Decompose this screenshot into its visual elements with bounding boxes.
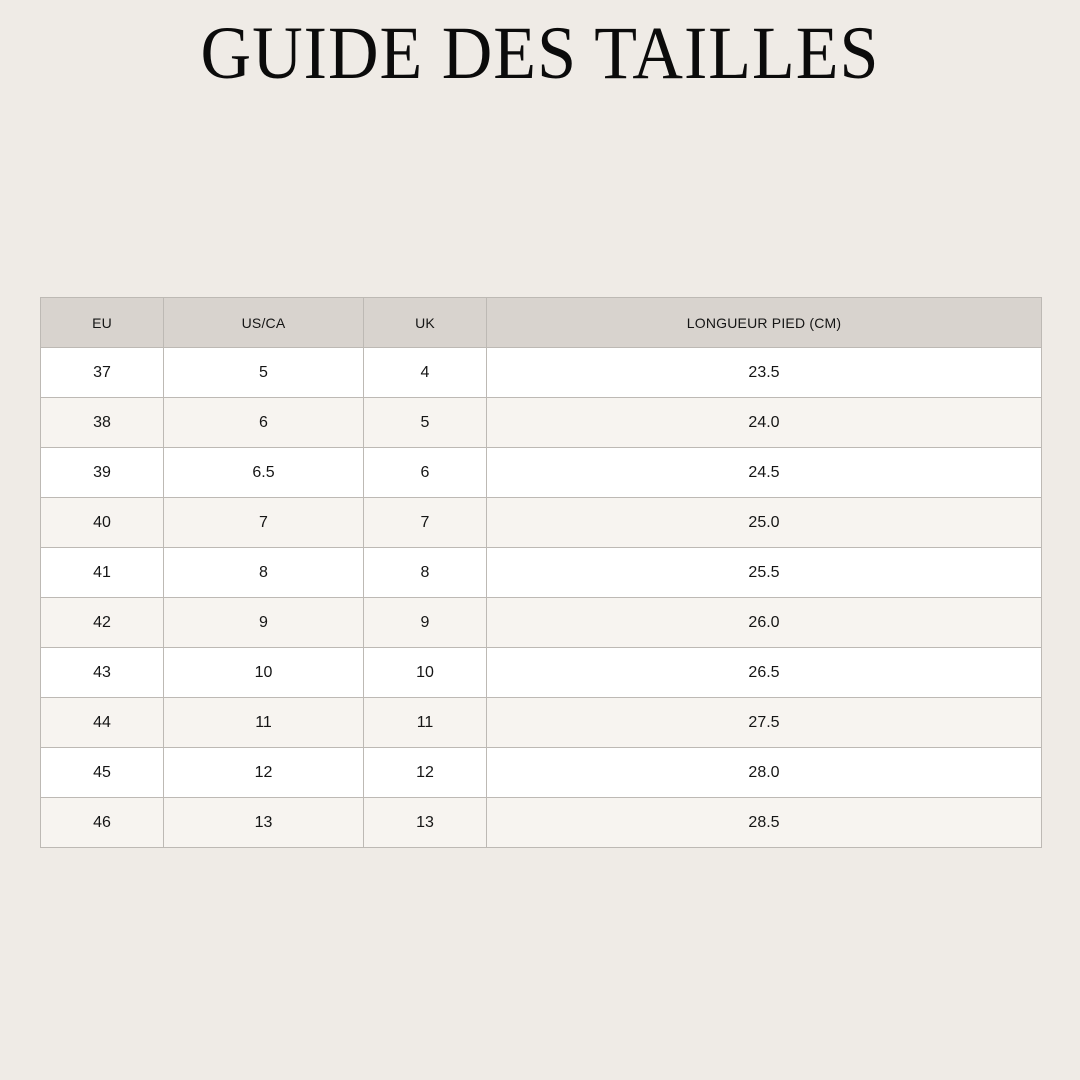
cell-uk: 8 <box>364 548 487 598</box>
cell-uk: 5 <box>364 398 487 448</box>
column-header-foot-length: LONGUEUR PIED (CM) <box>487 298 1042 348</box>
cell-us-ca: 6.5 <box>164 448 364 498</box>
cell-eu: 41 <box>41 548 164 598</box>
page-title: GUIDE DES TAILLES <box>200 11 880 96</box>
cell-foot-length: 25.0 <box>487 498 1042 548</box>
cell-uk: 12 <box>364 748 487 798</box>
table-row <box>41 748 1042 798</box>
table-row <box>41 648 1042 698</box>
cell-foot-length: 24.0 <box>487 398 1042 448</box>
cell-us-ca: 8 <box>164 548 364 598</box>
table-row <box>41 598 1042 648</box>
cell-us-ca: 12 <box>164 748 364 798</box>
cell-us-ca: 6 <box>164 398 364 448</box>
cell-us-ca: 11 <box>164 698 364 748</box>
table-row <box>41 798 1042 848</box>
cell-foot-length: 28.0 <box>487 748 1042 798</box>
cell-eu: 38 <box>41 398 164 448</box>
table-row <box>41 348 1042 398</box>
column-header-uk: UK <box>364 298 487 348</box>
cell-eu: 40 <box>41 498 164 548</box>
cell-us-ca: 7 <box>164 498 364 548</box>
cell-uk: 10 <box>364 648 487 698</box>
cell-eu: 42 <box>41 598 164 648</box>
size-chart-table <box>40 297 1042 848</box>
table-row <box>41 698 1042 748</box>
cell-eu: 37 <box>41 348 164 398</box>
cell-uk: 4 <box>364 348 487 398</box>
table-row <box>41 448 1042 498</box>
cell-eu: 43 <box>41 648 164 698</box>
table-row <box>41 398 1042 448</box>
table-row <box>41 548 1042 598</box>
table-body <box>41 348 1042 848</box>
cell-uk: 6 <box>364 448 487 498</box>
cell-uk: 11 <box>364 698 487 748</box>
cell-eu: 46 <box>41 798 164 848</box>
cell-uk: 9 <box>364 598 487 648</box>
cell-foot-length: 27.5 <box>487 698 1042 748</box>
cell-uk: 13 <box>364 798 487 848</box>
cell-foot-length: 23.5 <box>487 348 1042 398</box>
table-row <box>41 498 1042 548</box>
cell-us-ca: 5 <box>164 348 364 398</box>
column-header-us-ca: US/CA <box>164 298 364 348</box>
cell-foot-length: 26.5 <box>487 648 1042 698</box>
cell-eu: 39 <box>41 448 164 498</box>
column-header-eu: EU <box>41 298 164 348</box>
cell-foot-length: 25.5 <box>487 548 1042 598</box>
cell-eu: 45 <box>41 748 164 798</box>
cell-us-ca: 9 <box>164 598 364 648</box>
cell-foot-length: 28.5 <box>487 798 1042 848</box>
cell-foot-length: 24.5 <box>487 448 1042 498</box>
cell-us-ca: 13 <box>164 798 364 848</box>
cell-eu: 44 <box>41 698 164 748</box>
cell-us-ca: 10 <box>164 648 364 698</box>
table-header-row <box>41 298 1042 348</box>
cell-uk: 7 <box>364 498 487 548</box>
cell-foot-length: 26.0 <box>487 598 1042 648</box>
